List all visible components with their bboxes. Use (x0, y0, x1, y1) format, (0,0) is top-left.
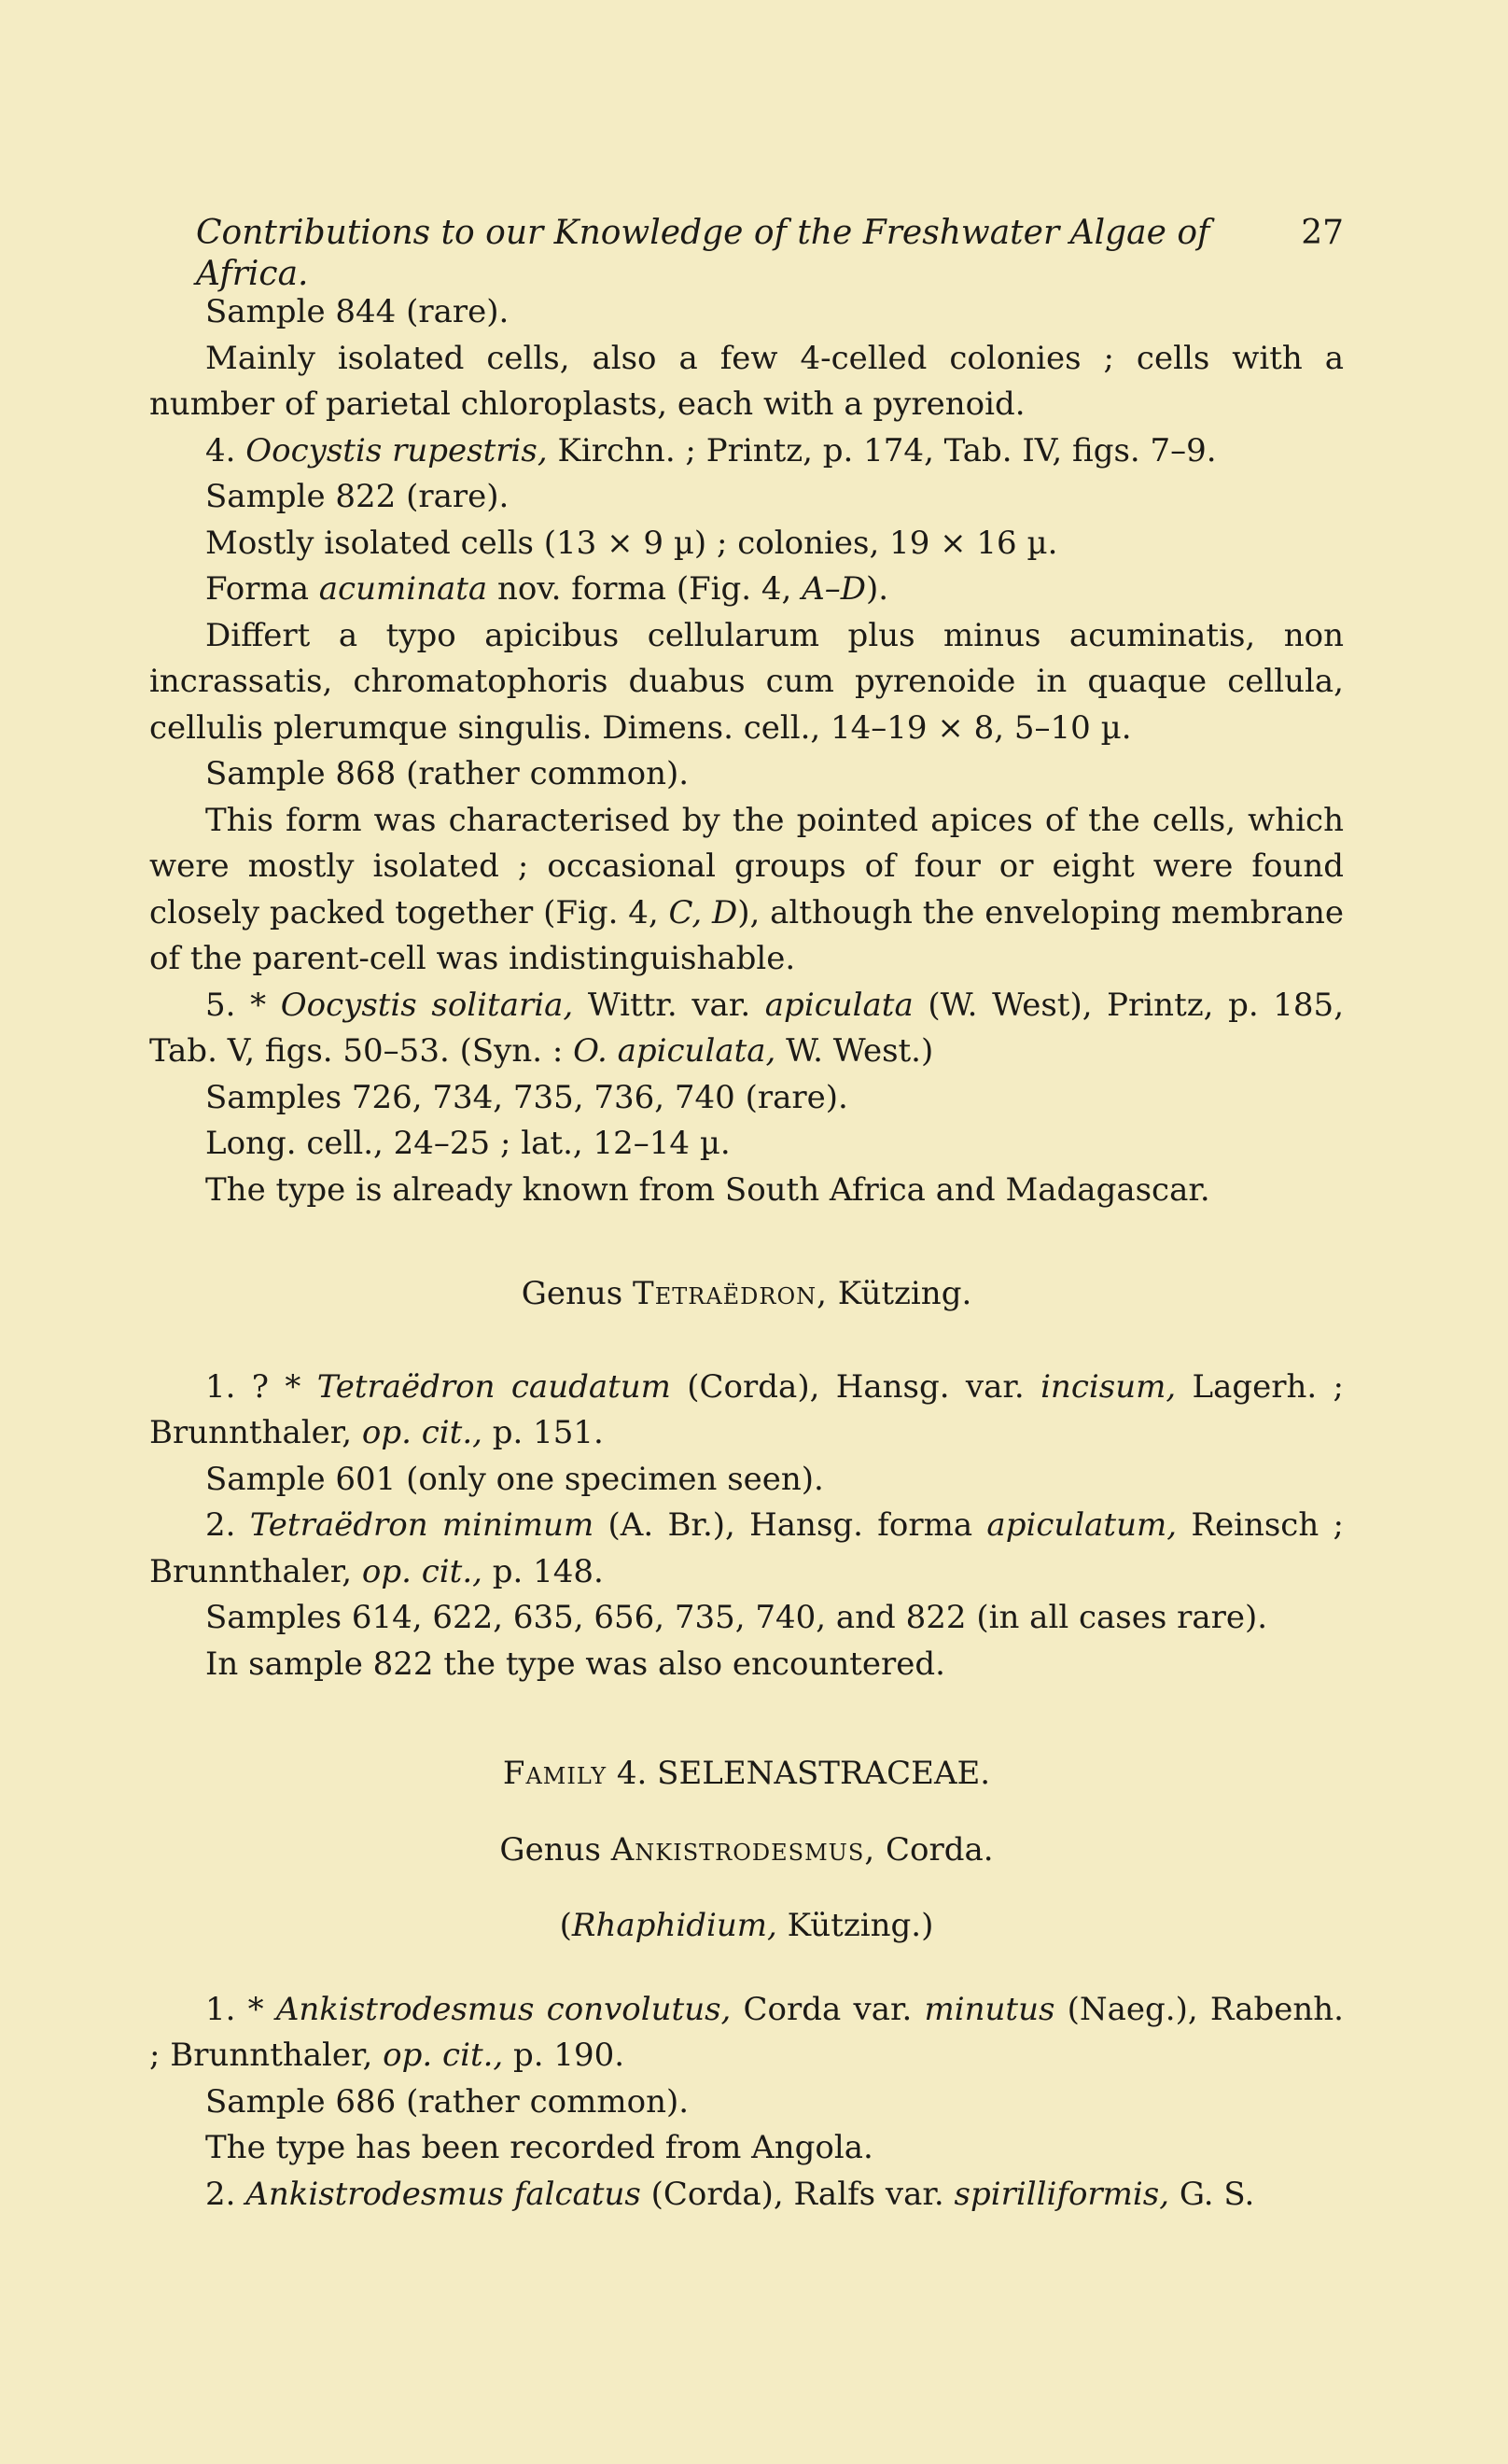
text-run: 4. (205, 431, 236, 469)
text-run: Mainly isolated cells, also a few 4-celled colonies ; cells with a number of parietal chloroplasts, each with a pyrenoid. (149, 339, 1344, 423)
text-run: nov. forma (Fig. 4, (497, 570, 792, 608)
text-run: (Corda), Hansg. var. (687, 1367, 1025, 1406)
text-run: A–D (802, 570, 867, 608)
paragraph (149, 1168, 1344, 1214)
text-run: p. 151. (492, 1414, 604, 1451)
text-run: ( (559, 1907, 572, 1944)
species-name: Ankistrodesmus falcatus (245, 2175, 641, 2213)
text-run: In sample 822 the type was also encountered. (205, 1645, 945, 1683)
text-run: 1. * (205, 1990, 264, 2028)
species-entry (149, 1987, 1344, 2079)
sample-line (149, 289, 1344, 336)
text-run: This form was characterised by the pointed apices of the cells, which were mostly isolated ; occasional groups of four or eight were found closely packed together (Fig. 4, (149, 801, 1344, 931)
text-run: (W. West), Printz, p. 185, Tab. V, figs. 50–53. (Syn. : (149, 986, 1344, 1070)
species-entry (149, 2172, 1344, 2219)
synonym-line (149, 1903, 1344, 1950)
text-run: Kützing. (837, 1275, 972, 1312)
text-run: (Naeg.), Rabenh. ; Brunnthaler, (149, 1990, 1344, 2074)
text-run: W. West.) (786, 1032, 934, 1070)
text-run: (A. Br.), Hansg. forma (607, 1506, 973, 1544)
text-run: p. 190. (513, 2037, 625, 2074)
latin-diagnosis (149, 613, 1344, 752)
text-run: (Corda), Ralfs var. (650, 2175, 944, 2213)
species-entry (149, 428, 1344, 475)
text-run: Corda. (885, 1830, 994, 1869)
sample-line (149, 1075, 1344, 1122)
sample-line (149, 2079, 1344, 2126)
text-run: Tetraëdron, (633, 1275, 828, 1312)
family-heading (149, 1751, 1344, 1798)
text-run: Forma (205, 570, 309, 608)
text-run: Family (502, 1755, 607, 1792)
species-name: Tetraëdron minimum (249, 1506, 594, 1544)
text-run: Kützing.) (787, 1907, 934, 1944)
sample-line (149, 1457, 1344, 1504)
sample-line (149, 474, 1344, 521)
text-run: 2. (205, 2175, 236, 2213)
text-run: spirilliformis, (954, 2175, 1170, 2213)
paragraph (149, 798, 1344, 983)
text-run: C, D (668, 893, 738, 931)
text-run: p. 148. (492, 1552, 604, 1590)
text-run: The type is already known from South Africa and Madagascar. (205, 1170, 1210, 1209)
text-run: Wittr. var. (587, 986, 751, 1024)
running-title: Contributions to our Knowledge of the Freshwater Algae of Africa. (196, 214, 1210, 293)
text-run: Reinsch ; Brunnthaler, (149, 1506, 1344, 1590)
text-run: Samples 726, 734, 735, 736, 740 (rare). (205, 1078, 848, 1116)
body-text (149, 289, 1344, 2218)
text-run: Sample 868 (rather common). (205, 755, 690, 792)
species-entry (149, 1503, 1344, 1595)
text-run: Kirchn. ; Printz, p. 174, Tab. IV, figs. 7–9. (557, 431, 1217, 469)
running-header (196, 213, 1344, 295)
sample-line (149, 751, 1344, 798)
genus-heading-ankistrodesmus (149, 1827, 1344, 1874)
text-run: O. apiculata, (573, 1032, 776, 1070)
text-run: Sample 822 (rare). (205, 478, 510, 515)
text-run: Samples 614, 622, 635, 656, 735, 740, and 822 (in all cases rare). (205, 1599, 1268, 1636)
text-run: ). (866, 570, 889, 608)
sample-line (149, 1595, 1344, 1642)
text-run: op. cit., (361, 1552, 482, 1590)
text-run: Lagerh. ; Brunnthaler, (149, 1367, 1344, 1451)
text-run: Long. cell., 24–25 ; lat., 12–14 µ. (205, 1125, 731, 1162)
species-entry (149, 983, 1344, 1075)
text-run: op. cit., (361, 1414, 482, 1451)
paragraph (149, 336, 1344, 428)
text-run: Ankistrodesmus, (610, 1830, 876, 1869)
species-entry (149, 1365, 1344, 1457)
text-run: incisum, (1040, 1367, 1177, 1406)
species-name: Oocystis solitaria, (280, 986, 574, 1024)
text-run: 1. ? * (205, 1367, 301, 1406)
paragraph (149, 521, 1344, 567)
text-run: Sample 686 (rather common). (205, 2082, 690, 2121)
text-run: Corda var. (743, 1990, 913, 2028)
genus-heading-tetraedron (149, 1271, 1344, 1318)
species-name: Ankistrodesmus convolutus, (275, 1990, 732, 2028)
text-run: Sample 601 (only one specimen seen). (205, 1460, 824, 1498)
species-name: Oocystis rupestris, (245, 431, 548, 469)
paragraph (149, 1121, 1344, 1168)
text-run: acuminata (318, 570, 488, 608)
text-run: Genus (521, 1275, 623, 1312)
text-run: 5. * (205, 986, 267, 1024)
text-run: ), although the enveloping membrane of the parent-cell was indistinguishable. (149, 893, 1344, 977)
text-run: Mostly isolated cells (13 × 9 µ) ; colonies, 19 × 16 µ. (205, 524, 1058, 562)
text-run: Genus (499, 1830, 601, 1869)
text-run: 4. SELENASTRACEAE. (616, 1755, 991, 1792)
text-run: G. S. (1179, 2175, 1255, 2213)
page-number: 27 (1301, 214, 1344, 252)
text-run: 2. (205, 1506, 236, 1544)
text-run: op. cit., (383, 2037, 504, 2074)
paragraph (149, 1642, 1344, 1688)
text-run: Sample 844 (rare). (205, 293, 510, 330)
paragraph (149, 2125, 1344, 2172)
text-run: apiculata (764, 986, 914, 1024)
text-run: minutus (924, 1990, 1055, 2028)
text-run: apiculatum, (986, 1506, 1178, 1544)
text-run: Rhaphidium, (571, 1907, 777, 1944)
forma-line (149, 567, 1344, 613)
species-name: Tetraëdron caudatum (316, 1367, 671, 1406)
text-run: The type has been recorded from Angola. (205, 2129, 873, 2166)
text-run: Differt a typo apicibus cellularum plus minus acuminatis, non incrassatis, chromatophoris duabus cum pyrenoide in quaque cellula, cellulis plerumque singulis. Dimens. cell., 14–19 × 8, 5–10 µ. (149, 616, 1344, 747)
